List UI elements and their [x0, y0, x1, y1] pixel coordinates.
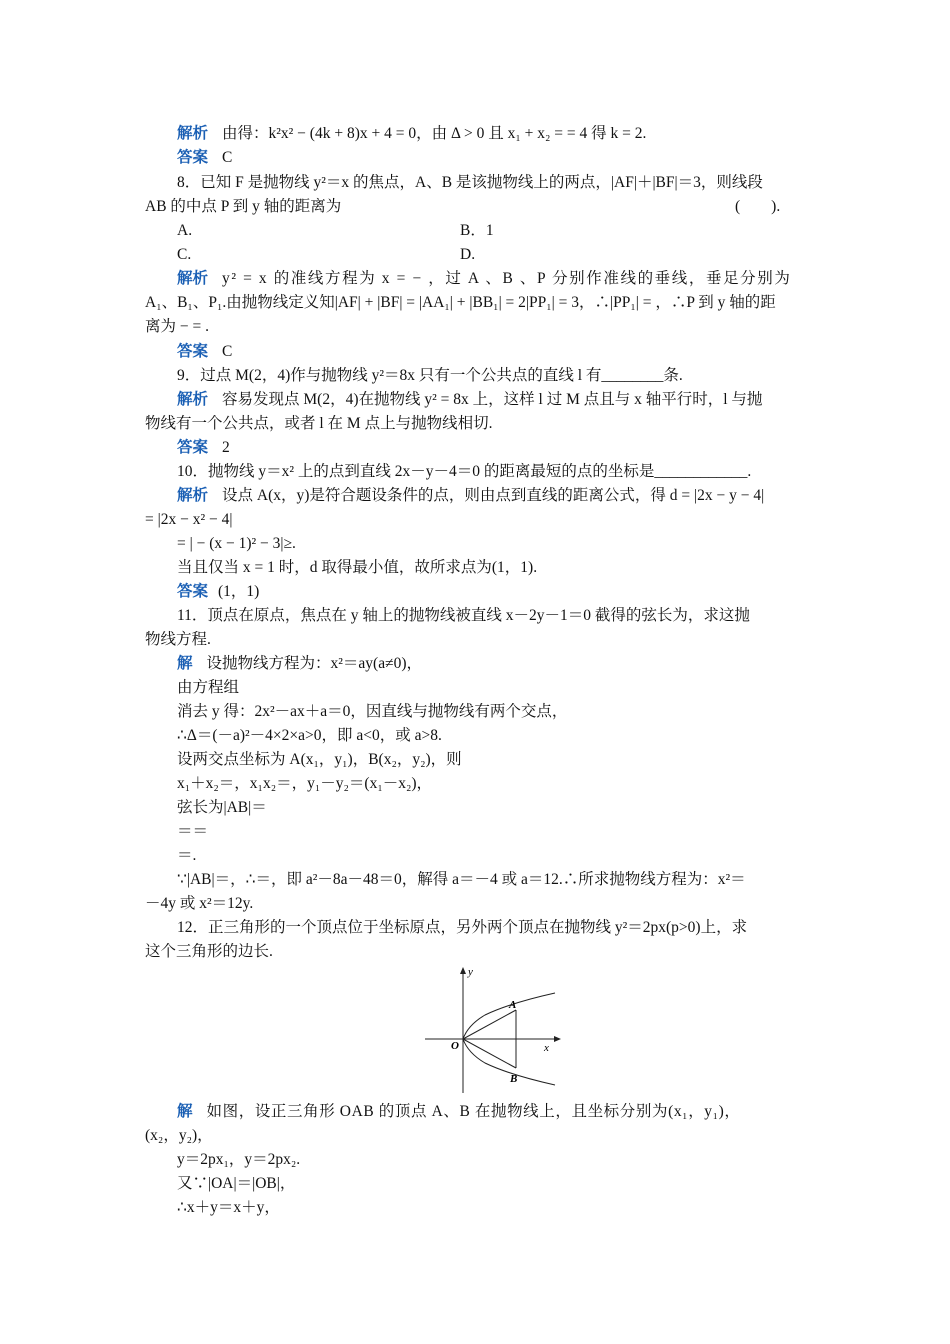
analysis-7 — [177, 124, 646, 144]
answer-label: 答案 — [177, 439, 209, 456]
answer-text: C — [222, 149, 233, 166]
analysis-9 — [177, 390, 762, 410]
side-oa — [463, 1010, 516, 1039]
answer-7 — [177, 148, 232, 168]
problem-10: 10．抛物线 y＝x² 上的点到直线 2x－y－4＝0 的距离最短的点的坐标是____________. — [177, 463, 752, 480]
y-axis-label: y — [468, 966, 473, 978]
analysis-label: 解析 — [177, 125, 209, 142]
analysis-8 — [177, 269, 792, 289]
solution-text: 如图，设正三角形 OAB 的顶点 A、B 在抛物线上，且坐标分别为(x₁，y₁)， — [206, 1103, 741, 1120]
analysis-label: 解析 — [177, 270, 209, 287]
solution-11-line-11: －4y 或 x²＝12y. — [145, 895, 254, 912]
problem-8-line-2: AB 的中点 P 到 y 轴的距离为 — [145, 198, 342, 215]
analysis-9-line-2: 物线有一个公共点，或者 l 在 M 点上与抛物线相切. — [145, 415, 493, 432]
parabola-figure — [410, 965, 570, 1095]
solution-12-line-4: 又∵|OA|＝|OB|， — [177, 1175, 296, 1192]
solution-11-line-7: 弦长为|AB|＝ — [177, 799, 267, 816]
solution-11-line-4: ∴Δ＝(－a)²－4×2×a>0，即 a<0，或 a>8. — [177, 727, 442, 744]
analysis-10-line-4: 当且仅当 x = 1 时，d 取得最小值，故所求点为(1，1). — [177, 559, 538, 576]
analysis-text: y² = x 的准线方程为 x = − ，过 A 、B 、P 分别作准线的垂线，垂足分别为 — [222, 270, 792, 287]
answer-8 — [177, 342, 232, 362]
analysis-10-line-2: = |2x − x² − 4| — [145, 511, 233, 528]
point-a-label: A — [509, 999, 517, 1011]
solution-11-line-6: x₁＋x₂＝，x₁x₂＝，y₁－y₂＝(x₁－x₂)， — [177, 775, 433, 792]
problem-9: 9．过点 M(2，4)作与抛物线 y²＝8x 只有一个公共点的直线 l 有________条. — [177, 367, 683, 384]
problem-8-line-1: 8．已知 F 是抛物线 y²＝x 的焦点，A、B 是该抛物线上的两点，|AF|＋|BF|＝3，则线段 — [177, 174, 763, 191]
option-d: D. — [460, 246, 476, 263]
solution-text: 设抛物线方程为：x²＝ay(a≠0)， — [206, 655, 423, 672]
x-arrow-icon — [554, 1036, 561, 1042]
answer-label: 答案 — [177, 149, 209, 166]
option-c: C. — [177, 246, 192, 263]
analysis-10-line-3: = | − (x − 1)² − 3|≥. — [177, 535, 296, 552]
solution-12 — [177, 1102, 741, 1122]
option-a: A. — [177, 222, 193, 239]
problem-12-line-1: 12．正三角形的一个顶点位于坐标原点，另外两个顶点在抛物线 y²＝2px(p>0)上，求 — [177, 919, 748, 936]
option-b: B．1 — [460, 222, 494, 239]
analysis-text: 容易发现点 M(2，4)在抛物线 y² = 8x 上，这样 l 过 M 点且与 x 轴平行时，l 与抛 — [222, 391, 763, 408]
answer-text: (1，1) — [218, 583, 260, 600]
point-b-label: B — [510, 1073, 518, 1085]
solution-11-line-10: ∵|AB|＝，∴＝，即 a²－8a－48＝0，解得 a＝－4 或 a＝12.∴所求抛物线方程为：x²＝ — [177, 871, 746, 888]
answer-10 — [177, 582, 259, 602]
solution-12-line-2: (x₂，y₂)， — [145, 1127, 213, 1144]
solution-12-line-3: y＝2px₁，y＝2px₂. — [177, 1151, 301, 1168]
origin-label: O — [451, 1040, 459, 1052]
solution-11-line-9: ＝. — [177, 847, 197, 864]
answer-label: 答案 — [177, 583, 209, 600]
solution-11-line-3: 消去 y 得：2x²－ax＋a＝0，因直线与抛物线有两个交点， — [177, 703, 568, 720]
problem-11-line-2: 物线方程. — [145, 631, 211, 648]
solution-12-line-5: ∴x＋y＝x＋y， — [177, 1199, 280, 1216]
analysis-text: 由得：k²x² − (4k + 8)x + 4 = 0，由 Δ > 0 且 x₁ + x₂ = = 4 得 k = 2. — [222, 125, 647, 142]
solution-11-line-2: 由方程组 — [177, 679, 240, 696]
answer-text: 2 — [222, 439, 230, 456]
answer-blank: ( ). — [735, 198, 781, 215]
side-ob — [463, 1039, 516, 1068]
analysis-8-line-2: A₁、B₁、P₁.由抛物线定义知|AF| + |BF| = |AA₁| + |BB₁| = 2|PP₁| = 3，∴|PP₁| = ，∴P 到 y 轴的距 — [145, 294, 776, 311]
problem-12-line-2: 这个三角形的边长. — [145, 943, 273, 960]
x-axis-label: x — [544, 1042, 549, 1054]
y-arrow-icon — [460, 967, 466, 974]
analysis-label: 解析 — [177, 487, 209, 504]
analysis-10 — [177, 486, 764, 506]
answer-text: C — [222, 343, 233, 360]
answer-label: 答案 — [177, 343, 209, 360]
analysis-8-line-3: 离为 − = . — [145, 318, 209, 335]
analysis-label: 解析 — [177, 391, 209, 408]
solution-11 — [177, 654, 422, 674]
solution-label: 解 — [177, 1103, 193, 1120]
solution-11-line-5: 设两交点坐标为 A(x₁，y₁)，B(x₂，y₂)，则 — [177, 751, 462, 768]
problem-11-line-1: 11．顶点在原点，焦点在 y 轴上的抛物线被直线 x－2y－1＝0 截得的弦长为，求这抛 — [177, 607, 750, 624]
analysis-text: 设点 A(x，y)是符合题设条件的点，则由点到直线的距离公式，得 d = |2x − y − 4| — [222, 487, 765, 504]
solution-11-line-8: ＝＝ — [177, 823, 209, 840]
answer-9 — [177, 438, 230, 458]
solution-label: 解 — [177, 655, 193, 672]
